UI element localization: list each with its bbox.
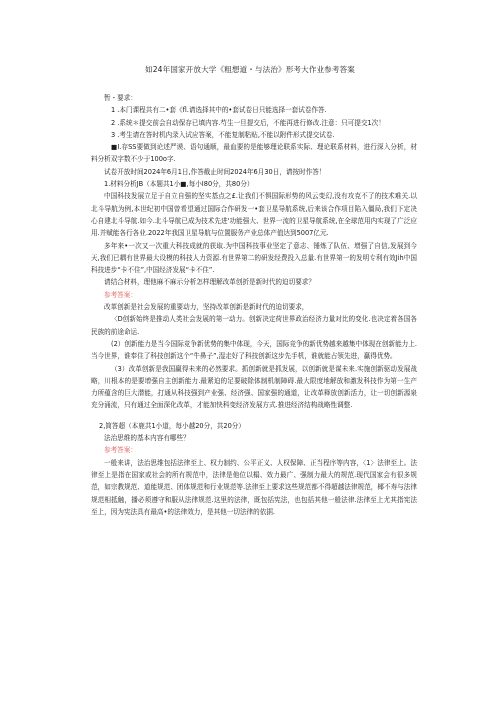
reference-answer-label: 参考答案： [104, 290, 137, 299]
answer-paragraph: （3）改革创新是我国赢得未来的必然要求。抓创新就是抓发展，以创新就是谋未来.实施创新驱动发展战略，川根本的是要增强自主创新能力.最紧迫的足要破除体制机制障碍.最大限度地解放和激发科技作为第一生产力所蕴含的巨大潜能，打通从科技强到产业强、经济强、国家强的通道，让改革释放创新活力，让一切创新源泉充分涌流，只有通过全面深化改革，才能加快科变经济发展方式.推进经济结构战略性调整. [91, 364, 417, 410]
material-paragraph: 多年来•一次又一次重大科技成就的获取.为中国科技事业坚定了意志、锤炼了队伍、增强了自信,发展到今天,我们已耦有世界最大设模的科技人力资源.有世界第二的研发经费投入总量.有世界第一的发明专利有效Jih中国科技进步“卡不住”,中国经济发展“卡不住”. [91, 241, 417, 275]
document-body [91, 92, 417, 518]
requirement-item: 3 .考生请在答时机内录入试应答案，不能复制粘贴,不能以附件形式提交试卷. [111, 130, 335, 139]
question-2-prompt: 法治思维的基本内容有哪些？ [104, 434, 190, 443]
answer-paragraph: 改革创新是社会发展的重要动力，坚持改革创新是新时代的迫切要求， [104, 303, 309, 312]
document-title: 如24年国家开放大学《粗想道・与法治》形考大作业参考答案 [145, 65, 355, 74]
answer-paragraph: 〈D创新始终是推动人类社会发展的第一动力。创新决定荷世界政治经济力量对比的变化.也决定着各国各民族的前途命运. [91, 315, 417, 336]
question-1-heading: 1.材料分析JB（本题共1小■,每小I80分，共80分） [104, 180, 254, 189]
requirement-item: 2 .系统＊提交前会自动保存已填内容.芍生一旦提交后，不能再进行修改.注意：只可提交1次！ [111, 118, 385, 127]
exam-time-note: 试卷开放时间2024年6月1日,作答截止时间2024年6月30日，请按时作答！ [104, 167, 326, 176]
question-1-prompt: 请结合材料，理他麻不麻示分析怎样理解改革创折是新时代的迫切要求？ [104, 278, 315, 287]
answer-paragraph: (2）创新能力是当今国际竞争新优势的集中体现，今天，国际竞争的新优势越来越集中体现在创新能力上.当今世界，谁奉住了科技创新这个“牛鼻子”,湿走好了科技创新这步先手机，谁就能占领先进，赢得优势。 [91, 339, 417, 361]
answer-paragraph: 一般来讲，法治思维包括法律至上、权力制约、公平正义、人权保障、正当程序等内容，〈1〉法律至上。法律至上是指在国家或社会的所有规范中，法律是他位以榻、效力最广、强制力最大的规范.现代国家会有很多规范，如宗教规范、道能规范、团体规范和行业规范等.法律至上要求这些规范都不得超越法律规范，椰不寿与法律规范相抵触，播必须遵守和服从法律规范.这里的法律，既包括宪法，也包括其他一般法律.法律至上尤其指宪法至上，因为宪法具有最高•的法律效力，是其他一切法律的依据. [91, 458, 417, 516]
requirements-heading: 暂・要求： [104, 94, 137, 102]
reference-answer-label: 参考答案： [104, 446, 137, 455]
question-2-heading: 2,简答超（本鹿共1小道，每小越20分，共20分） [99, 421, 245, 430]
requirement-item: ■I.存SS要做到论述严谟、语句通顺，最血要的是能够理论联系实际、理论联系材料，进行深入分析，材料分析双字数不少于100o字. [91, 143, 417, 164]
requirement-item: 1 .本门课程共有二•套《fl.请选择其中的•套试卷日只能选择一套试卷作答. [111, 106, 327, 115]
material-paragraph: 中国科技发展立足于自立自强的坚实基点之£.让我们不惧国际形势的风云变幻,没有攻克不了的技术难关.以北斗导航为例,本世纪初中国曾希望通过国际合作研发一•套卫星导航系统,后来该合作项目陷入僵局,我们下定决心自建北斗导航.如今.北斗导航已成为技术先进'功能强大、世界一流的卫星导航系统,在全球范用内实现了广泛应用.并赋能各行各业.2022年我国卫星导航与位置服务产业总体产值达到5007亿元. [91, 192, 417, 238]
